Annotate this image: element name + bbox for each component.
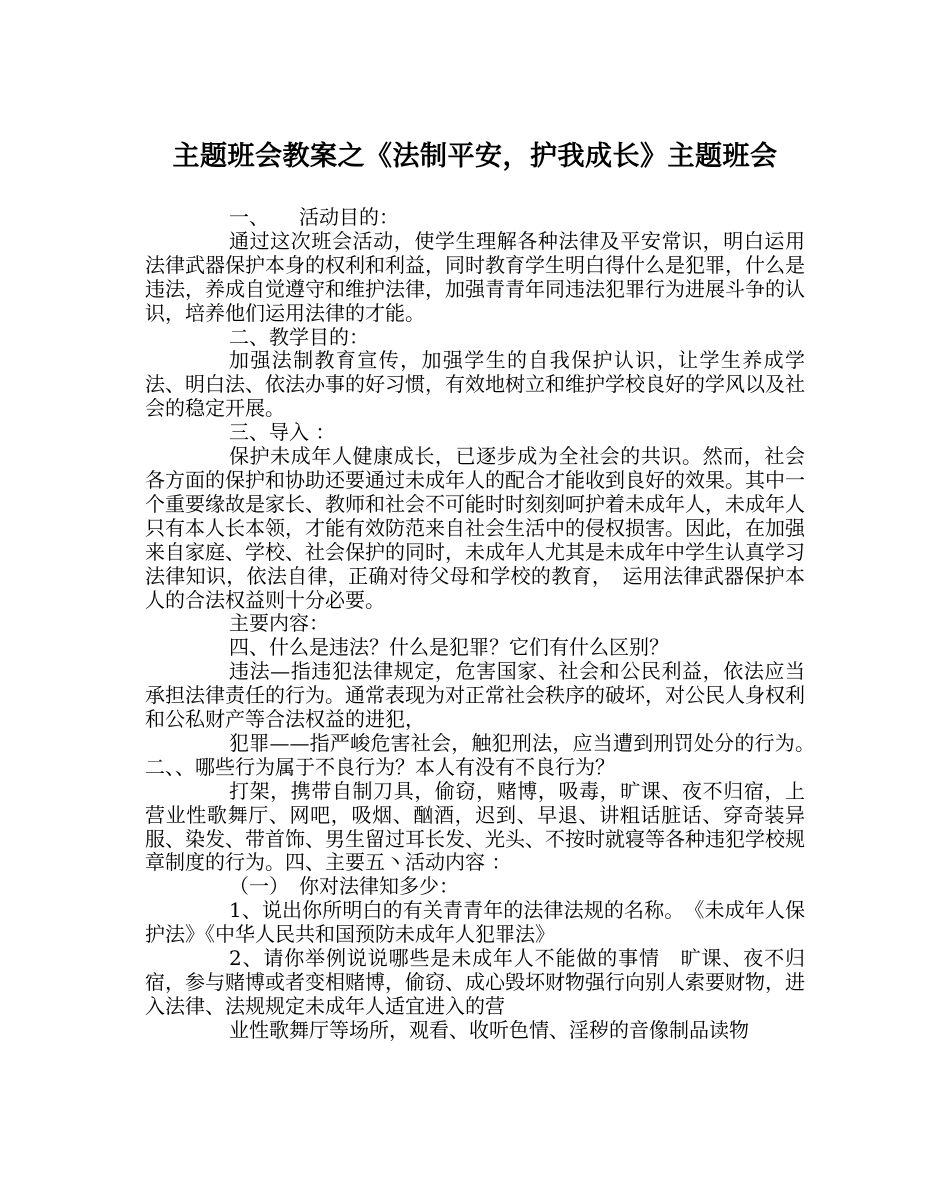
section-heading-law-knowledge: （一） 你对法律知多少： (229, 874, 459, 899)
paragraph-activity-goal: 通过这次班会活动，使学生理解各种法律及平安常识，明白运用法律武器保护本身的权利和利益，同时教育学生明白得什么是犯罪，什么是违法，养成自觉遵守和维护法律，加强青青年同违法犯罪行为进展斗争的认识，培养他们运用法律的才能。 (145, 228, 805, 325)
document-body (145, 205, 865, 1043)
paragraph-introduction: 保护未成年人健康成长，已逐步成为全社会的共识。然而，社会各方面的保护和协助还要通过未成年人的配合才能收到良好的效果。其中一个重要缘故是家长、教师和社会不可能时时刻刻呵护着未成年人，未成年人只有本人长本领，才能有效防范来自社会生活中的侵权损害。因此，在加强来自家庭、学校、社会保护的同时，未成年人尤其是未成年中学生认真学习法律知识，依法自律，正确对待父母和学校的教育， 运用法律武器保护本人的合法权益则十分必要。 (145, 444, 805, 612)
paragraph-bad-behaviors: 打架，携带自制刀具，偷窃，赌博，吸毒，旷课、夜不归宿，上营业性歌舞厅、网吧，吸烟、酗酒，迟到、早退、讲粗话脏话、穿奇装异服、染发、带首饰、男生留过耳长发、光头、不按时就寝等各种违犯学校规章制度的行为。四、主要五丶活动内容 ： (145, 778, 805, 875)
paragraph-illegal-definition: 违法—指违犯法律规定，危害国家、社会和公民利益，依法应当承担法律责任的行为。通常表现为对正常社会秩序的破坏，对公民人身权利和公私财产等合法权益的进犯， (145, 659, 805, 732)
paragraph-continuation: 业性歌舞厅等场所，观看、收听色情、淫秽的音像制品读物 (229, 1017, 749, 1042)
paragraph-law-names: 1、说出你所明白的有关青青年的法律法规的名称。 《未成年人保护法》《中华人民共和国预防未成年人犯罪法》 (145, 898, 805, 947)
section-heading-activity-goal: 一、 活动目的： (229, 205, 399, 229)
paragraph-crime-definition: 犯罪——指严峻危害社会，触犯刑法，应当遭到刑罚处分的行为。 二、、哪些行为属于不良行为？本人有没有不良行为？ (145, 730, 865, 779)
page-title: 主题班会教案之《法制平安，护我成长》主题班会 (172, 141, 778, 172)
paragraph-teaching-goal: 加强法制教育宣传，加强学生的自我保护认识，让学生养成学法、明白法、依法办事的好习惯，有效地树立和维护学校良好的学风以及社会的稳定开展。 (145, 348, 805, 421)
section-heading-introduction: 三、导入 ： (229, 420, 336, 445)
section-heading-teaching-goal: 二、教学目的： (229, 324, 369, 349)
paragraph-minor-prohibitions: 2、请你举例说说哪些是未成年人不能做的事情 旷课、夜不归宿，参与赌博或者变相赌博，偷窃、成心毁坏财物强行向别人索要财物，进入法律、法规规定未成年人适宜进入的营 (145, 946, 805, 1018)
section-heading-main-content: 主要内容： (229, 611, 329, 636)
section-heading-what-is-illegal: 四、什么是违法？什么是犯罪？它们有什么区别？ (229, 635, 669, 660)
